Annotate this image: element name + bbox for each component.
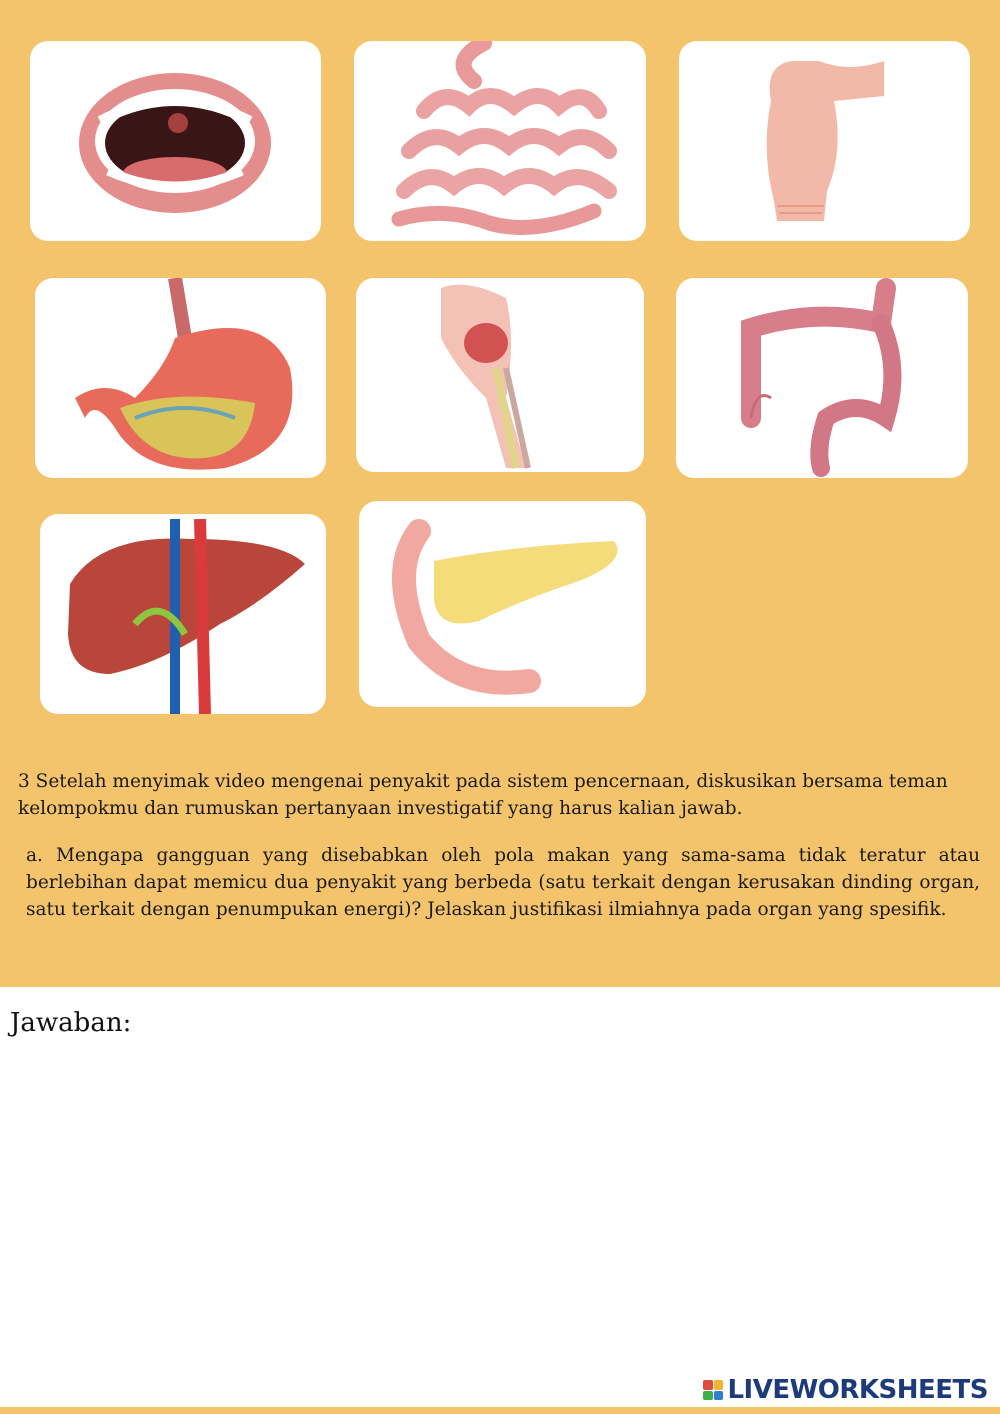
esophagus-image-card xyxy=(679,41,970,241)
large-intestine-icon xyxy=(676,278,968,478)
liver-image-card xyxy=(40,514,326,714)
pharynx-icon xyxy=(356,278,644,472)
pharynx-image-card xyxy=(356,278,644,472)
footer-bar xyxy=(0,1407,1000,1414)
liveworksheets-branding xyxy=(703,1376,988,1404)
question-text: 3 Setelah menyimak video mengenai penyakit pada sistem pencernaan, diskusikan bersama teman kelompokmu dan rumuskan pertanyaan investigatif yang harus kalian jawab. xyxy=(18,771,948,819)
stomach-image-card xyxy=(35,278,326,478)
mouth-icon xyxy=(30,41,321,241)
liveworksheets-logo-icon xyxy=(703,1380,723,1400)
brand-text: LIVEWORKSHEETS xyxy=(727,1375,988,1405)
stomach-icon xyxy=(35,278,326,478)
small-intestine-icon xyxy=(354,41,646,241)
small-intestine-image-card xyxy=(354,41,646,241)
answer-label: Jawaban: xyxy=(10,1008,132,1038)
esophagus-icon xyxy=(679,41,970,241)
pancreas-icon xyxy=(359,501,646,707)
liver-icon xyxy=(40,514,326,714)
answer-area[interactable] xyxy=(10,1052,990,1352)
mouth-image-card xyxy=(30,41,321,241)
pancreas-image-card xyxy=(359,501,646,707)
large-intestine-image-card xyxy=(676,278,968,478)
question-sub-a: a. Mengapa gangguan yang disebabkan oleh pola makan yang sama-sama tidak teratur atau berlebihan dapat memicu dua penyakit yang berbeda (satu terkait dengan kerusakan dinding organ, satu terkait dengan penumpukan energi)? Jelaskan justifikasi ilmiahnya pada organ yang spesifik. xyxy=(26,845,980,920)
